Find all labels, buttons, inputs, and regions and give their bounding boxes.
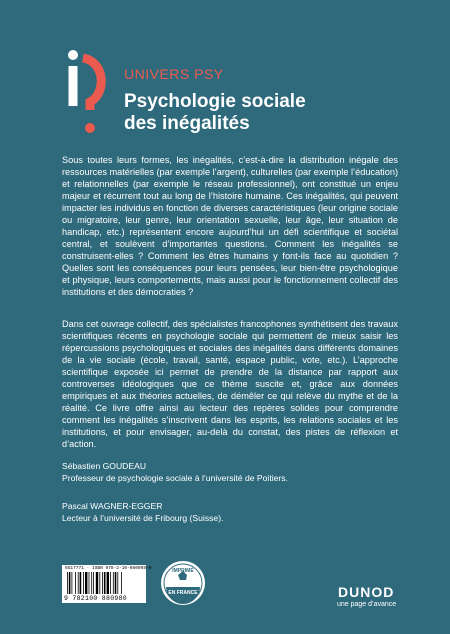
barcode-bars [66, 572, 142, 594]
summary-paragraph-1: Sous toutes leurs formes, les inégalités, c’est-à-dire la distribution inégale des ressources matérielles (par exemple l’argent), culturelles (par exemple l’éducation) et relationnelles (par exemple le réseau professionnel), ont constitué un enjeu majeur et récurrent tout au long de l’histoire humaine. Ces inégalités, qui peuvent impacter les individus en fonction de diverses caractéristiques (leur origine sociale ou migratoire, leur genre, leur orientation sexuelle, leur âge, leur situation de handicap, etc.) représentent encore aujourd’hui un défi scientifique et sociétal central, et soulèvent d’importantes questions. Comment les inégalités se construisent-elles ? Comment les êtres humains y font-ils face au quotidien ? Quelles sont les conséquences pour leurs pensées, leur bien-être psychologique et physique, leurs comportements, mais aussi pour le fonctionnement collectif des institutions et des démocraties ? [62, 155, 398, 297]
barcode-bar [69, 572, 71, 594]
barcode-bar [80, 572, 82, 594]
barcode-bar [78, 572, 79, 594]
title-line-1: Psychologie sociale [124, 91, 306, 112]
author-name: Sébastien GOUDEAU [62, 461, 147, 471]
barcode-bar [83, 572, 84, 594]
univers-psy-logo [66, 48, 106, 138]
publisher-logo: DUNOD [338, 584, 395, 600]
barcode-bar [75, 572, 76, 594]
stamp-text-top: IMPRIMÉ [172, 568, 194, 574]
barcode-bar [113, 572, 114, 594]
barcode-bar [107, 572, 109, 594]
barcode-bar [99, 572, 100, 594]
title-line-2: des inégalités [124, 113, 250, 134]
barcode [62, 565, 152, 603]
barcode-bar [89, 572, 90, 594]
barcode-bar [102, 572, 103, 594]
barcode-number: 9 782100 880980 [64, 595, 128, 602]
barcode-bar [115, 572, 117, 594]
barcode-bar [72, 572, 73, 594]
collection-name: UNIVERS PSY [124, 66, 224, 82]
barcode-bar [93, 572, 94, 594]
printed-in-france-stamp [160, 560, 206, 606]
barcode-bar [67, 572, 68, 594]
barcode-bar [104, 572, 106, 594]
barcode-bar [85, 572, 87, 594]
barcode-bar [91, 572, 92, 594]
book-title [124, 91, 424, 135]
barcode-bar [117, 572, 118, 594]
barcode-isbn-text: 6517771 · ISBN 978-2-10-080098-0 [65, 566, 152, 571]
barcode-bar [96, 572, 98, 594]
barcode-bar [110, 572, 111, 594]
author-block-2 [62, 500, 223, 524]
stamp-text-bottom: EN FRANCE [168, 590, 198, 596]
author-role: Lecteur à l’université de Fribourg (Suisse). [62, 513, 224, 523]
summary-paragraph-2: Dans cet ouvrage collectif, des spécialistes francophones synthétisent des travaux scientifiques récents en psychologie sociale qui permettent de mieux saisir les répercussions psychologiques et sociales des inégalités dans différents domaines de la vie sociale (école, travail, santé, espace public, vote, etc.). L’approche scientifique exposée ici permet de prendre de la distance par rapport aux controverses idéologiques que ce thème suscite et, grâce aux données empiriques et aux théories actuelles, de démêler ce qui relève du mythe et de la réalité. Ce livre offre ainsi au lecteur des repères solides pour comprendre comment les inégalités s’inscrivent dans les esprits, les relations sociales et les institutions, et pour envisager, au-delà du constat, des pistes de réflexion et d’action. [62, 319, 398, 449]
publisher-tagline: une page d’avance [337, 601, 397, 608]
barcode-bar [121, 572, 122, 594]
author-block-1 [62, 460, 288, 484]
author-role: Professeur de psychologie sociale à l’université de Poitiers. [62, 473, 288, 483]
author-name: Pascal WAGNER-EGGER [62, 501, 163, 511]
